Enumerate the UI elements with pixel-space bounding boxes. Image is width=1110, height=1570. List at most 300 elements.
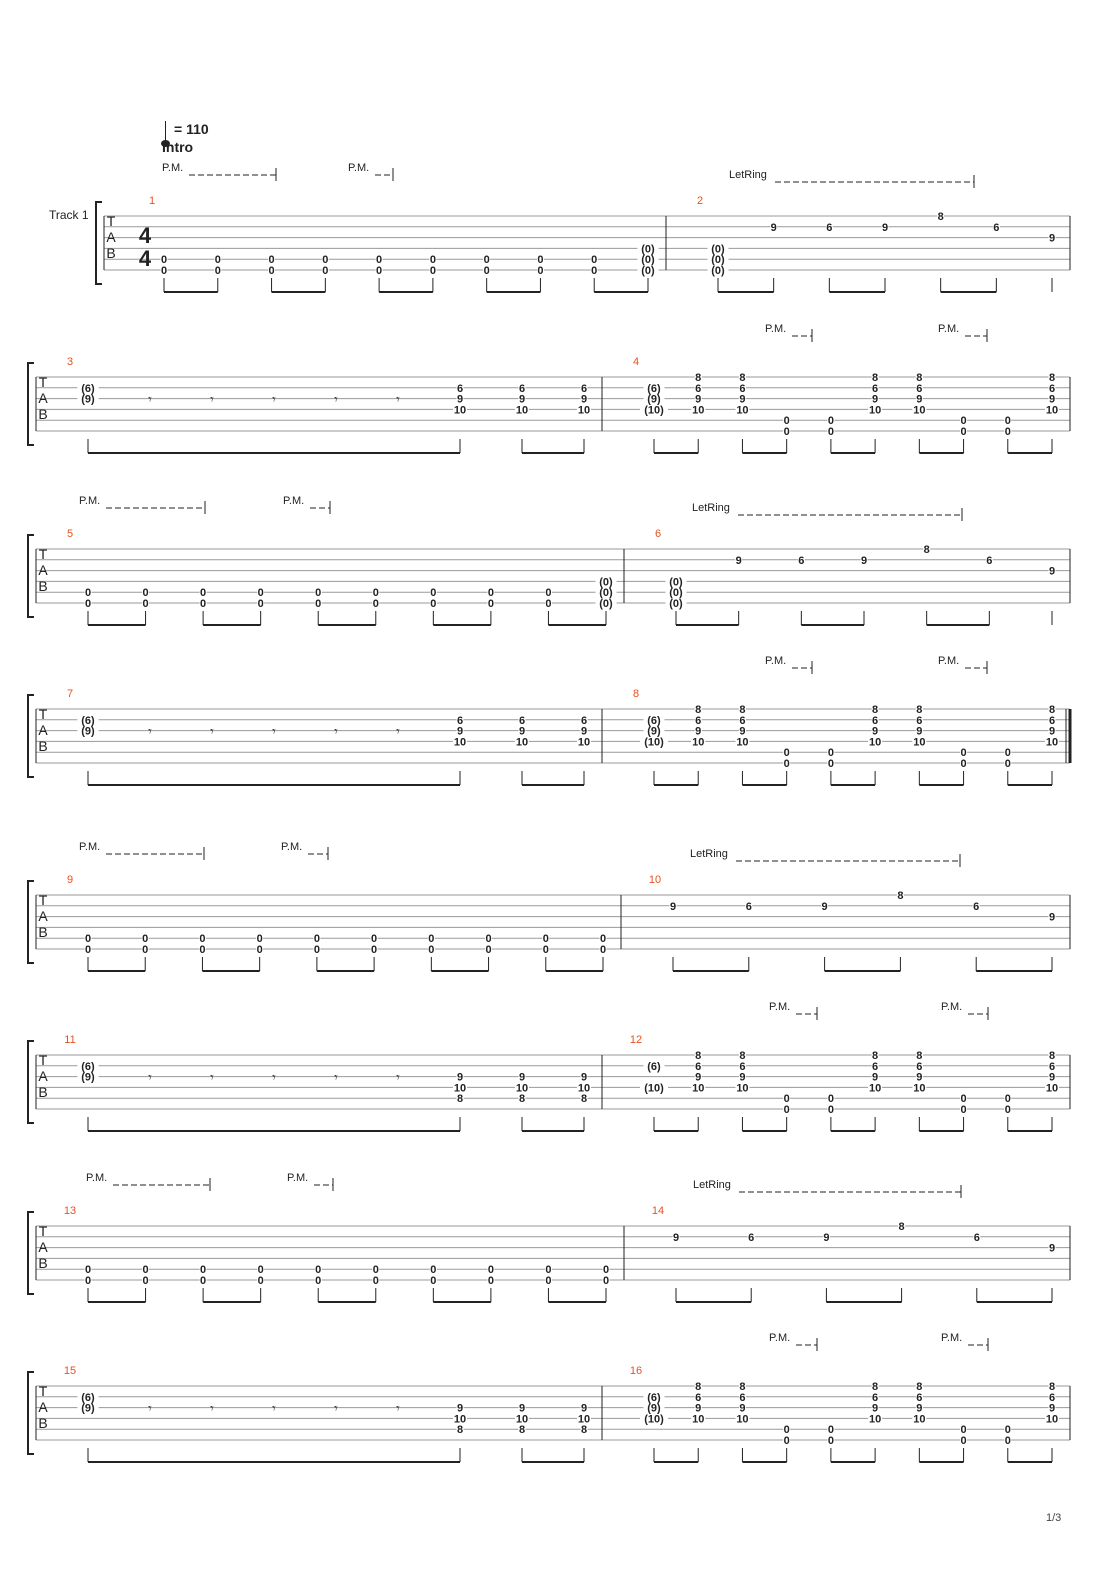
fret-number: 9 [739,393,746,406]
fret-number: 10 [913,1082,926,1095]
fret-number: 10 [1045,736,1059,749]
let-ring-label: LetRing [729,169,767,181]
palm-mute-label: P.M. [769,1001,791,1013]
fret-number: 6 [986,554,993,567]
fret-number: 0 [84,944,92,956]
fret-number: 0 [487,1275,494,1287]
tab-clef-letter: B [38,1255,48,1271]
fret-number: 9 [1048,393,1056,406]
fret-number: (0) [711,243,725,256]
rest-symbol: 𝄾 [210,391,214,407]
system-bracket [28,1041,34,1123]
palm-mute-label: P.M. [79,495,101,507]
tab-clef-letter: T [38,374,48,390]
palm-mute-label: P.M. [86,1172,108,1184]
measure-number: 3 [66,356,74,368]
fret-number: 8 [695,1381,702,1393]
fret-number: (9) [81,1071,95,1084]
fret-number: 9 [1048,911,1056,924]
fret-number: 0 [827,415,834,428]
fret-number: 0 [315,587,322,600]
fret-number: (6) [81,382,95,395]
rest-symbol: 𝄾 [334,723,338,739]
fret-number: 0 [200,587,207,600]
fret-number: 0 [1004,1435,1011,1447]
fret-number: 0 [84,933,92,946]
system-bracket [96,202,102,284]
fret-number: 9 [739,725,746,738]
fret-number: 6 [916,714,923,727]
tab-clef-letter: T [38,1383,48,1399]
fret-number: 0 [487,1264,494,1277]
fret-number: 0 [315,598,322,610]
fret-number: 6 [798,554,805,567]
fret-number: 10 [1045,1413,1059,1426]
fret-number: 8 [1048,704,1056,716]
fret-number: 9 [695,1402,702,1415]
fret-number: 0 [1004,1104,1011,1116]
fret-number: 6 [739,714,746,727]
fret-number: 9 [518,1071,526,1084]
fret-number: 10 [736,1082,749,1095]
fret-number: 0 [430,1264,437,1277]
palm-mute-label: P.M. [287,1172,309,1184]
rest-symbol: 𝄾 [396,1069,400,1085]
fret-number: 0 [315,1264,322,1277]
fret-number: 0 [257,1264,264,1277]
fret-number: 0 [214,265,221,277]
fret-number: 0 [372,598,379,610]
fret-number: 10 [1045,1082,1059,1095]
fret-number: 9 [580,725,588,738]
system-bracket [28,1372,34,1454]
fret-number: 0 [827,426,834,438]
track-label: Track 1 [49,208,89,222]
fret-number: 0 [268,254,275,267]
fret-number: 9 [916,1071,923,1084]
fret-number: 9 [580,1402,588,1415]
fret-number: 9 [518,725,526,738]
fret-number: (10) [644,1082,664,1095]
fret-number: 10 [692,736,705,749]
fret-number: 6 [916,1391,923,1404]
tab-clef-letter: B [38,578,48,594]
fret-number: 0 [485,933,492,946]
fret-number: 0 [827,747,834,760]
fret-number: 0 [214,254,221,267]
fret-number: 10 [692,404,705,417]
fret-number: 9 [1048,1071,1056,1084]
measure-number: 2 [696,195,704,207]
fret-number: 0 [372,1275,379,1287]
fret-number: (0) [599,598,613,610]
fret-number: (10) [644,736,664,749]
fret-number: 0 [256,933,263,946]
tab-clef-letter: A [38,1399,48,1415]
fret-number: 9 [735,554,742,567]
fret-number: 9 [860,554,868,567]
fret-number: 8 [739,372,746,384]
fret-number: 8 [872,704,879,716]
fret-number: 9 [821,900,828,913]
measure-number: 7 [66,688,74,700]
fret-number: 6 [518,714,526,727]
fret-number: 8 [1048,1050,1056,1062]
fret-number: 6 [916,1060,923,1073]
fret-number: 8 [580,1424,588,1437]
tab-clef-letter: A [38,390,48,406]
fret-number: 6 [973,1231,980,1244]
fret-number: (9) [81,725,95,738]
fret-number: 10 [515,404,529,417]
fret-number: 0 [783,1424,790,1437]
fret-number: 0 [313,933,320,946]
fret-number: 8 [695,1050,702,1062]
fret-number: 9 [669,900,677,913]
fret-number: 8 [937,211,944,223]
measure-number: 15 [63,1365,77,1377]
fret-number: 8 [739,1050,746,1062]
rest-symbol: 𝄾 [272,1069,276,1085]
fret-number: (9) [647,393,661,406]
tab-system [28,1338,1070,1462]
measure-number: 12 [629,1034,643,1046]
tab-clef-letter: A [38,908,48,924]
tab-clef-letter: T [38,706,48,722]
fret-number: 0 [545,1264,552,1277]
fret-number: 0 [376,265,383,277]
fret-number: 0 [142,587,149,600]
system-bracket [28,535,34,617]
fret-number: 0 [602,1275,610,1287]
fret-number: 9 [1048,1402,1056,1415]
fret-number: 8 [695,372,702,384]
fret-number: 0 [371,944,378,956]
fret-number: 0 [487,598,494,610]
section-label: Intro [162,139,194,155]
fret-number: (0) [711,265,725,277]
fret-number: 0 [591,265,598,277]
fret-number: 9 [916,725,923,738]
fret-number: 10 [736,1413,749,1426]
fret-number: 6 [872,1391,879,1404]
let-ring-label: LetRing [692,502,730,514]
fret-number: 0 [315,1275,322,1287]
fret-number: 0 [599,933,607,946]
palm-mute-label: P.M. [938,655,960,667]
fret-number: 8 [916,1050,923,1062]
fret-number: 6 [872,382,879,395]
fret-number: 0 [430,587,437,600]
fret-number: 6 [739,1391,746,1404]
fret-number: 0 [783,1093,790,1106]
fret-number: 0 [142,1275,149,1287]
rest-symbol: 𝄾 [148,1400,152,1416]
fret-number: 0 [313,944,320,956]
fret-number: (6) [647,382,661,395]
tab-clef-letter: A [38,1239,48,1255]
fret-number: 6 [872,1060,879,1073]
fret-number: 10 [736,736,749,749]
rest-symbol: 𝄾 [396,1400,400,1416]
fret-number: 10 [515,736,529,749]
fret-number: 0 [545,1275,552,1287]
tab-clef-letter: A [38,722,48,738]
fret-number: (0) [711,254,725,267]
tab-clef-letter: B [38,738,48,754]
fret-number: (6) [81,1060,95,1073]
fret-number: 0 [199,944,206,956]
measure-number: 1 [148,195,156,207]
measure-number: 5 [66,528,74,540]
fret-number: 9 [872,1071,879,1084]
fret-number: 6 [695,382,702,395]
fret-number: 10 [515,1082,529,1095]
fret-number: 10 [577,404,591,417]
palm-mute-label: P.M. [941,1001,963,1013]
fret-number: 10 [913,404,926,417]
rest-symbol: 𝄾 [396,391,400,407]
fret-number: 0 [84,598,92,610]
palm-mute-label: P.M. [938,323,960,335]
fret-number: 0 [960,426,967,438]
fret-number: 9 [518,393,526,406]
fret-number: 10 [515,1413,529,1426]
fret-number: 0 [487,587,494,600]
fret-number: 0 [783,1435,790,1447]
tempo-marking: = 110 [174,121,209,137]
tab-clef-letter: T [106,213,116,229]
fret-number: 0 [142,933,149,946]
fret-number: 0 [160,265,168,277]
fret-number: 8 [923,544,930,556]
tab-clef-letter: A [38,562,48,578]
fret-number: 0 [257,1275,264,1287]
palm-mute-label: P.M. [348,162,370,174]
fret-number: (0) [669,576,683,589]
fret-number: 8 [456,1093,464,1106]
fret-number: 8 [518,1093,526,1106]
fret-number: 0 [960,1093,967,1106]
fret-number: 8 [872,1381,879,1393]
fret-number: 10 [736,404,749,417]
fret-number: 10 [453,404,467,417]
rest-symbol: 𝄾 [148,391,152,407]
fret-number: 0 [200,1264,207,1277]
fret-number: 6 [518,382,526,395]
fret-number: 0 [430,1275,437,1287]
fret-number: 0 [602,1264,610,1277]
rest-symbol: 𝄾 [272,1400,276,1416]
measure-number: 10 [648,874,662,886]
tab-clef-letter: B [38,924,48,940]
fret-number: 9 [695,1071,702,1084]
fret-number: 8 [897,890,904,902]
fret-number: 6 [739,382,746,395]
fret-number: 9 [881,221,889,234]
fret-number: 0 [376,254,383,267]
rest-symbol: 𝄾 [272,391,276,407]
fret-number: 0 [372,587,379,600]
fret-number: (9) [81,1402,95,1415]
fret-number: 6 [580,382,588,395]
fret-number: 0 [257,598,264,610]
fret-number: (0) [669,587,683,600]
let-ring-label: LetRing [693,1179,731,1191]
fret-number: 8 [872,1050,879,1062]
fret-number: 0 [1004,758,1011,770]
fret-number: 8 [1048,372,1056,384]
fret-number: 0 [1004,747,1011,760]
fret-number: 9 [456,1071,464,1084]
fret-number: (0) [641,265,655,277]
fret-number: 9 [695,725,702,738]
fret-number: 0 [160,254,168,267]
page-number: 1/3 [1046,1512,1062,1524]
fret-number: 0 [84,1275,92,1287]
fret-number: 0 [200,598,207,610]
system-bracket [28,695,34,777]
rest-symbol: 𝄾 [210,1069,214,1085]
fret-number: (6) [647,1391,661,1404]
fret-number: 6 [695,714,702,727]
fret-number: 0 [199,933,206,946]
fret-number: 0 [322,265,329,277]
palm-mute-label: P.M. [765,323,787,335]
fret-number: 0 [84,1264,92,1277]
fret-number: 9 [580,1071,588,1084]
fret-number: 10 [453,1082,467,1095]
fret-number: 0 [537,265,544,277]
fret-number: 0 [545,598,552,610]
fret-number: 8 [695,704,702,716]
tab-system [96,168,1070,292]
fret-number: 0 [257,587,264,600]
fret-number: 0 [591,254,598,267]
tab-clef-letter: T [38,546,48,562]
tab-clef-letter: B [106,245,116,261]
fret-number: 10 [577,736,591,749]
fret-number: 9 [872,393,879,406]
system-bracket [28,1212,34,1294]
fret-number: 10 [868,1082,882,1095]
fret-number: 0 [256,944,263,956]
fret-number: 0 [827,1424,834,1437]
fret-number: 0 [960,747,967,760]
fret-number: 6 [745,900,752,913]
fret-number: 6 [872,714,879,727]
fret-number: 0 [142,1264,149,1277]
fret-number: 6 [748,1231,755,1244]
fret-number: 0 [599,944,607,956]
tab-clef-letter: B [38,1084,48,1100]
fret-number: 0 [827,1435,834,1447]
fret-number: 10 [453,736,467,749]
tab-system [28,1007,1070,1131]
fret-number: 0 [483,254,490,267]
fret-number: 0 [537,254,544,267]
fret-number: 0 [142,598,149,610]
system-bracket [28,363,34,445]
fret-number: 0 [429,265,436,277]
fret-number: (10) [644,404,664,417]
fret-number: 9 [739,1402,746,1415]
fret-number: 6 [973,900,980,913]
measure-number: 8 [632,688,640,700]
time-signature-top: 4 [138,223,152,248]
fret-number: 6 [456,382,464,395]
fret-number: 0 [483,265,490,277]
fret-number: 6 [826,221,833,234]
fret-number: 0 [783,426,790,438]
measure-number: 16 [629,1365,643,1377]
fret-number: (0) [641,243,655,256]
palm-mute-label: P.M. [79,841,101,853]
fret-number: 0 [1004,1424,1011,1437]
system-bracket [28,881,34,963]
fret-number: 6 [695,1060,702,1073]
fret-number: 0 [783,415,790,428]
rest-symbol: 𝄾 [396,723,400,739]
measure-number: 14 [651,1205,665,1217]
fret-number: 6 [1048,1391,1056,1404]
fret-number: 0 [428,944,435,956]
palm-mute-label: P.M. [941,1332,963,1344]
fret-number: 0 [322,254,329,267]
fret-number: (6) [81,714,95,727]
fret-number: 9 [872,1402,879,1415]
rest-symbol: 𝄾 [148,1069,152,1085]
fret-number: 9 [456,725,464,738]
tab-clef-letter: B [38,1415,48,1431]
fret-number: 0 [783,758,790,770]
fret-number: (9) [81,393,95,406]
fret-number: 8 [456,1424,464,1437]
fret-number: 8 [580,1093,588,1106]
fret-number: 6 [1048,382,1056,395]
palm-mute-label: P.M. [765,655,787,667]
fret-number: 10 [868,736,882,749]
tab-clef-letter: A [106,229,116,245]
fret-number: 0 [372,1264,379,1277]
fret-number: 0 [827,1093,834,1106]
fret-number: 0 [428,933,435,946]
fret-number: (0) [599,576,613,589]
fret-number: 0 [960,1424,967,1437]
fret-number: 9 [916,1402,923,1415]
fret-number: 10 [913,1413,926,1426]
fret-number: 0 [1004,1093,1011,1106]
tab-clef-letter: B [38,406,48,422]
fret-number: 0 [430,598,437,610]
fret-number: 0 [960,1104,967,1116]
fret-number: 9 [456,393,464,406]
fret-number: 9 [580,393,588,406]
fret-number: 8 [518,1424,526,1437]
fret-number: 8 [916,704,923,716]
fret-number: 9 [1048,232,1056,245]
fret-number: (9) [647,1402,661,1415]
fret-number: 6 [916,382,923,395]
palm-mute-label: P.M. [769,1332,791,1344]
fret-number: (6) [81,1391,95,1404]
fret-number: 0 [783,1104,790,1116]
fret-number: 9 [1048,565,1056,578]
fret-number: 6 [993,221,1000,234]
fret-number: 0 [268,265,275,277]
tab-clef-letter: T [38,1052,48,1068]
fret-number: 9 [770,221,777,234]
